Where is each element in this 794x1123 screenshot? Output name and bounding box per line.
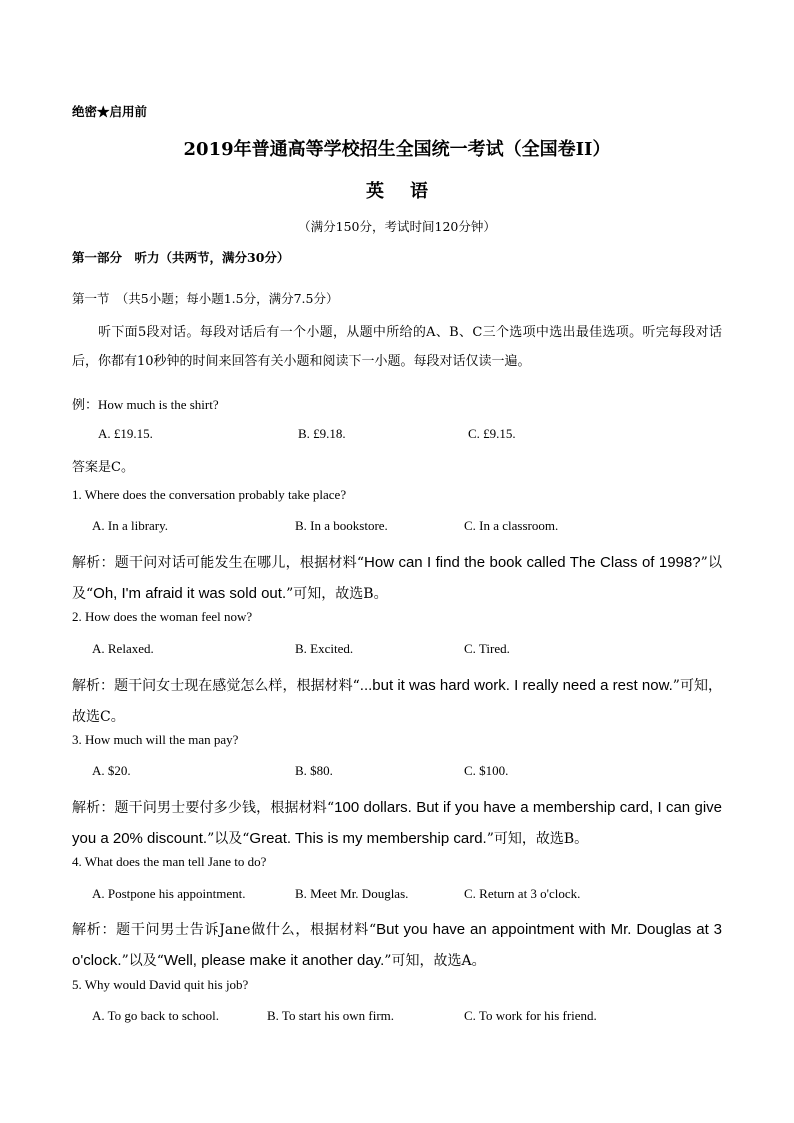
q1-option-c: C. In a classroom. [464,518,559,533]
subject-title: 英语 [366,181,454,202]
question-1: 1. Where does the conversation probably take place? [72,487,347,502]
q3-explanation: 解析：题干问男士要付多少钱，根据材料“100 dollars. But if you have a membership card, I can give you a 20% discount.”以及“Great. This is my membership card.”可知，故选B。 [72,799,722,847]
q2-option-c: C. Tired. [464,641,510,656]
example-question: 例：How much is the shirt? [72,397,219,412]
question-2: 2. How does the woman feel now? [72,609,253,624]
q3-option-a: A. $20. [92,763,131,778]
q2-explanation: 解析：题干问女士现在感觉怎么样，根据材料“...but it was hard work. I really need a rest now.”可知，故选C。 [72,677,722,725]
question-3: 3. How much will the man pay? [72,732,239,747]
confidential-label: 绝密★启用前 [72,104,148,119]
q2-option-a: A. Relaxed. [92,641,154,656]
q4-option-b: B. Meet Mr. Douglas. [295,886,409,901]
q3-option-c: C. $100. [464,763,509,778]
q1-explanation: 解析：题干问对话可能发生在哪儿，根据材料“How can I find the book called The Class of 1998?”以及“Oh, I'm afraid it was sold out.”可知，故选B。 [72,554,722,602]
part-heading: 第一部分 听力（共两节，满分30分） [72,250,290,265]
q5-option-c: C. To work for his friend. [464,1008,597,1023]
q1-option-b: B. In a bookstore. [295,518,388,533]
q3-option-b: B. $80. [295,763,333,778]
q1-option-a: A. In a library. [92,518,169,533]
q5-option-b: B. To start his own firm. [267,1008,395,1023]
exam-title: 2019年普通高等学校招生全国统一考试（全国卷II） [183,139,611,160]
example-option-c: C. £9.15. [468,426,516,441]
example-answer: 答案是C。 [72,460,134,475]
section-instructions: 听下面5段对话。每段对话后有一个小题，从题中所给的A、B、C三个选项中选出最佳选项。听完每段对话后，你都有10秒钟的时间来回答有关小题和阅读下一小题。每段对话仅读一遍。 [72,325,722,369]
q5-option-a: A. To go back to school. [92,1008,220,1023]
question-5: 5. Why would David quit his job? [72,977,249,992]
exam-page [72,0,722,1123]
example-option-a: A. £19.15. [98,426,153,441]
score-info: （满分150分，考试时间120分钟） [298,219,496,234]
q4-option-c: C. Return at 3 o'clock. [464,886,581,901]
q4-explanation: 解析：题干问男士告诉Jane做什么，根据材料“But you have an appointment with Mr. Douglas at 3 o'clock.”以及“Well, please make it another day.”可知，故选A。 [72,921,723,969]
example-option-b: B. £9.18. [298,426,346,441]
q4-option-a: A. Postpone his appointment. [92,886,246,901]
section-heading: 第一节 （共5小题；每小题1.5分，满分7.5分） [72,291,339,306]
q2-option-b: B. Excited. [295,641,354,656]
question-4: 4. What does the man tell Jane to do? [72,854,267,869]
